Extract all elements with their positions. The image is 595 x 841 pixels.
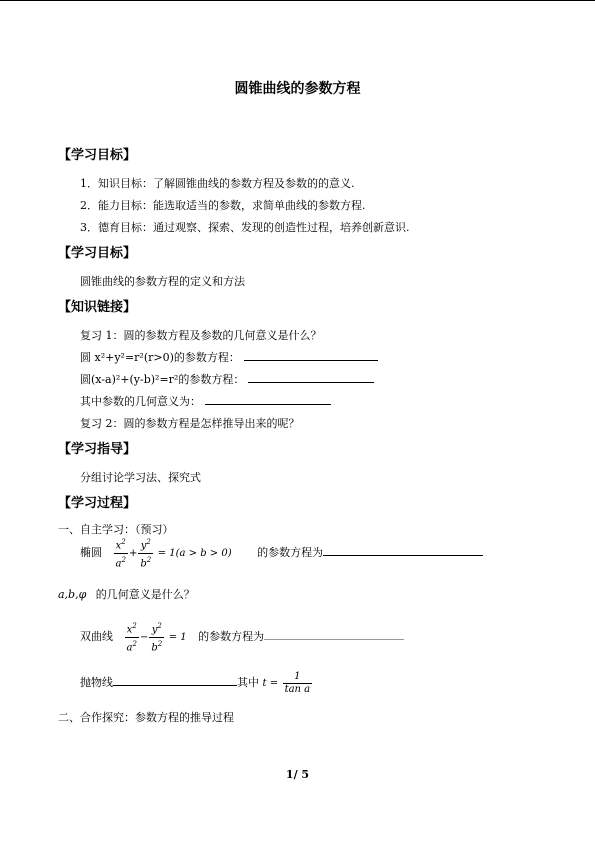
fraction-x2-a2: $\frac{x^2}{a^2}$ <box>115 538 126 569</box>
param-meaning <box>80 393 331 409</box>
guide-text: 分组讨论学习法、探究式 <box>80 471 201 484</box>
circle-eq-1 <box>80 349 378 365</box>
hyperbola-line: 双曲线 $\frac{x^2}{a^2}$ − $\frac{y^2}{b^2}$ = 1 的参数方程为 <box>80 620 404 655</box>
goal-1: 1．知识目标：了解圆锥曲线的参数方程及参数的的意义. <box>80 177 355 190</box>
ellipse-tail: 的参数方程为 <box>257 546 324 559</box>
params-question <box>58 586 195 602</box>
parabola-line <box>80 666 313 701</box>
ellipse-line: 椭圆 $\frac{x^2}{a^2}$ + $\frac{y^2}{b^2}$ = 1(a > b > 0) 的参数方程为 <box>80 536 483 571</box>
answer-blank[interactable] <box>264 629 404 640</box>
top-border <box>0 0 595 1</box>
circle-eq-2 <box>80 371 374 387</box>
fraction-1-tan-a <box>283 671 313 696</box>
part-2-heading: 二、合作探究：参数方程的推导过程 <box>58 711 234 724</box>
review-2: 复习 2：圆的参数方程是怎样推导出来的呢？ <box>80 417 300 430</box>
parabola-mid: 其中 <box>237 676 259 689</box>
parabola-label: 抛物线 <box>80 676 113 689</box>
review-1: 复习 1：圆的参数方程及参数的几何意义是什么？ <box>80 329 322 342</box>
goal-2: 2．能力目标：能选取适当的参数，求简单曲线的参数方程. <box>80 199 366 212</box>
t-equation: t = <box>262 678 279 689</box>
params-question-text: 的几何意义是什么？ <box>95 588 195 601</box>
section-header-goals-2: 【学习目标】 <box>58 246 137 261</box>
fraction-y2-b2: $\frac{y^2}{b^2}$ <box>151 622 163 653</box>
fraction-x2-a2: $\frac{x^2}{a^2}$ <box>126 622 137 653</box>
key-point: 圆锥曲线的参数方程的定义和方法 <box>80 275 245 288</box>
circle-eq-1-label: 圆 x²+y²=r²(r>0)的参数方程： <box>80 351 240 364</box>
fraction-y2-b2: $\frac{y^2}{b^2}$ <box>140 538 152 569</box>
section-header-guide: 【学习指导】 <box>58 442 137 457</box>
ellipse-label: 椭圆 <box>80 546 102 559</box>
circle-eq-2-label: 圆(x-a)²+(y-b)²=r²的参数方程： <box>80 373 245 386</box>
frac-numerator: 1 <box>294 670 301 682</box>
param-meaning-label: 其中参数的几何意义为： <box>80 395 201 408</box>
section-header-goals: 【学习目标】 <box>58 148 137 163</box>
section-header-links: 【知识链接】 <box>58 300 137 315</box>
page-title: 圆锥曲线的参数方程 <box>234 81 361 97</box>
page-number: 1/ 5 <box>285 768 310 781</box>
answer-blank[interactable] <box>323 545 483 556</box>
part-1-heading: 一、自主学习：（预习） <box>58 523 174 536</box>
goal-3: 3．德育目标：通过观察、探索、发现的创造性过程，培养创新意识. <box>80 221 410 234</box>
hyperbola-tail: 的参数方程为 <box>198 630 265 643</box>
answer-blank[interactable] <box>248 372 374 383</box>
hyperbola-label: 双曲线 <box>80 630 113 643</box>
ellipse-condition: = 1(a > b > 0) <box>157 548 232 559</box>
answer-blank[interactable] <box>113 675 237 686</box>
answer-blank[interactable] <box>205 394 331 405</box>
section-header-process: 【学习过程】 <box>58 496 137 511</box>
answer-blank[interactable] <box>244 350 378 361</box>
params-symbols: a,b,φ <box>58 588 87 601</box>
frac-denominator: tan a <box>284 683 311 695</box>
